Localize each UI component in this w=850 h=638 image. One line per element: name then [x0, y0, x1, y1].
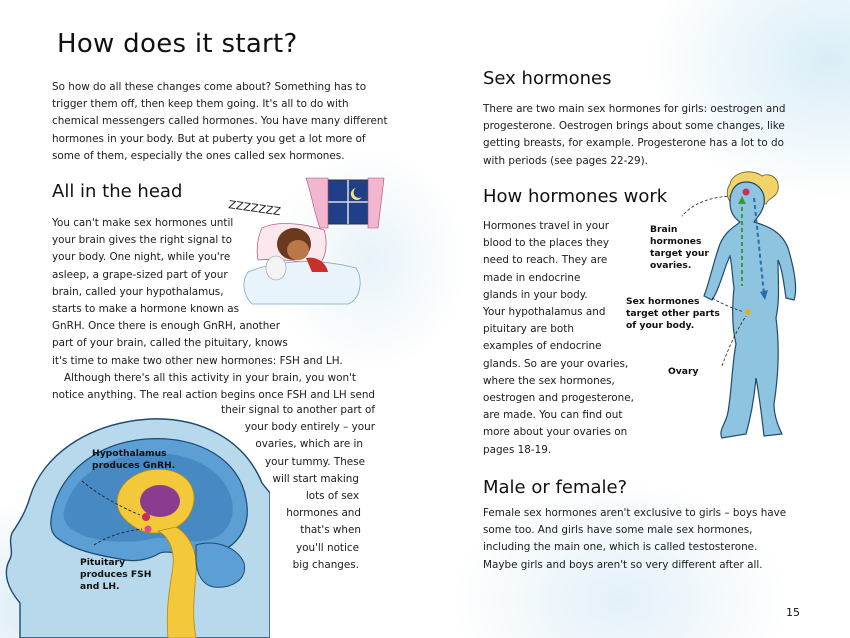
sex-hormones-paragraph: [483, 101, 785, 170]
hormones-work-line: examples of endocrine: [483, 340, 602, 353]
hormones-work-line: pituitary are both: [483, 323, 574, 336]
brain-hormones-label-line: target your: [650, 248, 709, 259]
head-line: starts to make a hormone known as: [52, 303, 240, 316]
brain-hormones-label-line: ovaries.: [650, 260, 692, 271]
brain-hormones-label: [650, 224, 709, 272]
ovary-label: Ovary: [668, 366, 699, 377]
brain-hormones-label-line: hormones: [650, 236, 702, 247]
head-line: hormones and: [286, 507, 361, 520]
head-section-continued: [200, 402, 375, 574]
page-number: 15: [786, 606, 800, 619]
sex-hormones-line: progesterone. Oestrogen brings about some changes, like: [483, 120, 785, 133]
all-in-head-heading: All in the head: [52, 181, 183, 202]
hormones-work-line: Hormones travel in your: [483, 220, 610, 232]
head-section-paragraph: [52, 215, 375, 404]
head-line: You can't make sex hormones until: [52, 217, 234, 229]
sex-hormones-heading: Sex hormones: [483, 68, 612, 89]
pituitary-label-line: and LH.: [80, 581, 120, 592]
head-line: asleep, a grape-sized part of your: [52, 268, 228, 281]
male-or-female-paragraph: [483, 505, 786, 574]
pituitary-label-line: produces FSH: [80, 569, 152, 580]
pituitary-label-line: Pituitary: [80, 557, 126, 568]
hormones-work-line: are made. You can find out: [483, 409, 623, 422]
head-line: you'll notice: [295, 541, 359, 554]
sex-hormones-line: getting breasts, for example. Progesterone has a lot to do: [483, 137, 785, 150]
how-hormones-work-paragraph: [483, 218, 634, 459]
head-line: will start making: [272, 472, 359, 485]
head-line: Although there's all this activity in your brain, you won't: [64, 371, 356, 384]
intro-line: chemical messengers called hormones. You have many different: [52, 115, 388, 128]
sex-hormones-line: with periods (see pages 22-29).: [483, 154, 648, 167]
intro-line: some of them, especially the ones called sex hormones.: [52, 149, 345, 162]
intro-line: hormones in your body. But at puberty you get a lot more of: [52, 132, 366, 145]
hypothalamus-label-line: produces GnRH.: [92, 460, 176, 471]
hormones-work-line: Your hypothalamus and: [483, 306, 606, 319]
head-line: brain, called your hypothalamus,: [52, 285, 224, 298]
head-line: your tummy. These: [265, 455, 365, 468]
intro-line: So how do all these changes come about? Something has to: [52, 81, 367, 93]
head-line: your brain gives the right signal to: [52, 234, 232, 247]
male-or-female-heading: Male or female?: [483, 477, 628, 498]
intro-line: trigger them off, then keep them going. It's all to do with: [52, 98, 349, 111]
how-hormones-work-heading: How hormones work: [483, 186, 668, 207]
head-line: your body entirely – your: [244, 421, 375, 434]
pituitary-label: [80, 557, 151, 593]
male-female-line: Maybe girls and boys aren't so very different after all.: [483, 558, 763, 571]
zzz-text: ZZZZZZZ: [228, 198, 282, 219]
male-female-line: Female sex hormones aren't exclusive to girls – boys have: [483, 507, 787, 519]
head-line: it's time to make two other new hormones: FSH and LH.: [52, 354, 343, 367]
hypothalamus-label: [92, 448, 175, 472]
brain-hormones-label-line: Brain: [650, 224, 678, 235]
hormones-work-line: more about your ovaries on: [483, 426, 628, 439]
sex-hormones-line: There are two main sex hormones for girls: oestrogen and: [483, 103, 786, 115]
male-female-line: including the main one, which is called testosterone.: [483, 541, 758, 554]
hormones-work-line: need to reach. They are: [483, 254, 608, 267]
hormones-work-line: blood to the places they: [483, 237, 610, 250]
hormones-work-line: where the sex hormones,: [483, 374, 615, 387]
sex-hormones-target-line: Sex hormones: [626, 296, 700, 307]
hormones-work-line: pages 18-19.: [483, 443, 552, 456]
page-title: How does it start?: [57, 29, 298, 59]
head-line: lots of sex: [305, 490, 359, 503]
head-line: your body. One night, while you're: [52, 251, 231, 264]
hormones-work-line: made in endocrine: [483, 271, 581, 284]
hormones-work-line: oestrogen and progesterone,: [483, 392, 634, 405]
head-line: big changes.: [292, 558, 359, 571]
head-line: GnRH. Once there is enough GnRH, another: [52, 320, 280, 333]
male-female-line: some too. And girls have some male sex hormones,: [483, 524, 753, 537]
sex-hormones-target-line: of your body.: [626, 320, 695, 331]
head-line: their signal to another part of: [221, 404, 375, 416]
sex-hormones-target-line: target other parts: [626, 308, 720, 319]
head-line: ovaries, which are in: [255, 438, 363, 451]
hormones-work-line: glands in your body.: [483, 288, 588, 301]
intro-paragraph: [52, 79, 388, 165]
sex-hormones-target-label: [626, 296, 720, 332]
hormones-work-line: glands. So are your ovaries,: [483, 357, 629, 370]
head-line: notice anything. The real action begins once FSH and LH send: [52, 389, 376, 402]
hypothalamus-label-line: Hypothalamus: [92, 448, 167, 459]
head-line: that's when: [300, 524, 361, 537]
head-line: part of your brain, called the pituitary, knows: [52, 337, 288, 350]
